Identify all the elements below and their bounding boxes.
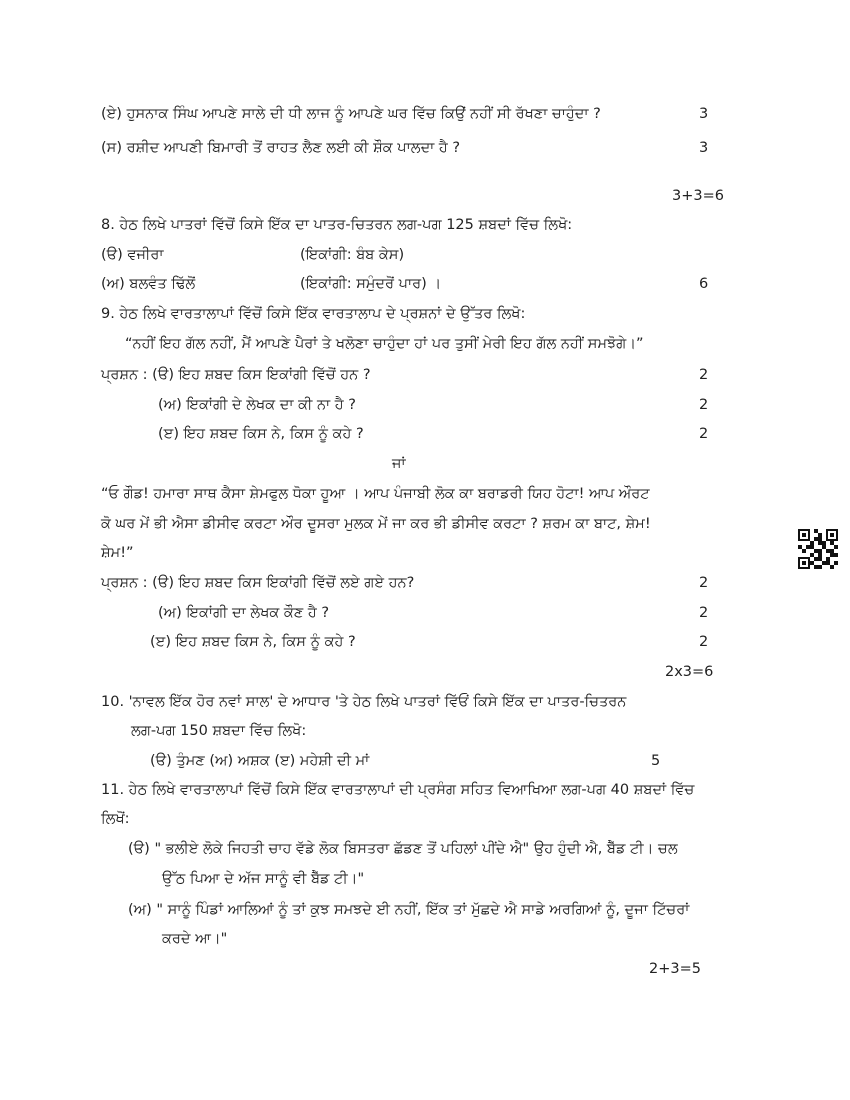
question-8: 8. ਹੇਠ ਲਿਖੇ ਪਾਤਰਾਂ ਵਿੱਚੋਂ ਕਿਸੇ ਇੱਕ ਦਾ ਪਾਤਰ-ਚਿਤਰਨ ਲਗ-ਪਗ 125 ਸ਼ਬਦਾਂ ਵਿੱਚ ਲਿਖੋ: — [101, 217, 573, 233]
question-7d: (ਸ) ਰਸ਼ੀਦ ਆਪਣੀ ਬਿਮਾਰੀ ਤੋਂ ਰਾਹਤ ਲੈਣ ਲਈ ਕੀ ਸ਼ੌਕ ਪਾਲਦਾ ਹੈ ? — [101, 140, 461, 156]
qr-code-icon — [798, 529, 838, 569]
question-9-set1-a: ਪ੍ਰਸ਼ਨ : (ੳ) ਇਹ ਸ਼ਬਦ ਕਿਸ ਇਕਾਂਗੀ ਵਿੱਚੋਂ ਹਨ ? — [101, 367, 371, 383]
question-9-set2-a-marks: 2 — [699, 575, 709, 591]
or-divider: ਜਾਂ — [392, 456, 406, 472]
question-11-line-2: ਲਿਖੋਂ: — [101, 811, 130, 827]
question-8-marks: 6 — [699, 276, 709, 292]
question-11-option-a-line-1: (ੳ) " ਭਲੀਏ ਲੋਕੇ ਜਿਹਤੀ ਚਾਹ ਵੱਡੇ ਲੋਕ ਬਿਸਤਰਾ ਛੱਡਣ ਤੋਂ ਪਹਿਲਾਂ ਪੀਂਦੇ ਐ" ਉਹ ਹੁੰਦੀ ਐ, ਬੈੱਡ ਟੀ। ਚਲ — [128, 841, 678, 857]
question-7-total: 3+3=6 — [672, 188, 724, 204]
question-8-option-b: (ਅ) ਬਲਵੰਤ ਢਿੱਲੋਂ — [101, 276, 196, 292]
question-9-set1-b: (ਅ) ਇਕਾਂਗੀ ਦੇ ਲੇਖਕ ਦਾ ਕੀ ਨਾ ਹੈ ? — [158, 397, 356, 413]
question-9-set2-c: (ੲ) ਇਹ ਸ਼ਬਦ ਕਿਸ ਨੇ, ਕਿਸ ਨੂੰ ਕਹੇ ? — [150, 634, 356, 650]
question-10-marks: 5 — [651, 753, 661, 769]
question-9-set1-c-marks: 2 — [699, 426, 709, 442]
question-11-line-1: 11. ਹੇਠ ਲਿਖੇ ਵਾਰਤਾਲਾਪਾਂ ਵਿੱਚੋਂ ਕਿਸੇ ਇੱਕ ਵਾਰਤਾਲਾਪਾਂ ਦੀ ਪ੍ਰਸੰਗ ਸਹਿਤ ਵਿਆਖਿਆ ਲਗ-ਪਗ 40 ਸ਼ਬਦਾਂ ਵਿੱਚ — [101, 782, 695, 798]
question-8-option-a: (ੳ) ਵਜੀਰਾ — [101, 247, 164, 263]
question-7d-marks: 3 — [699, 140, 709, 156]
question-11-total: 2+3=5 — [649, 961, 701, 977]
question-9-set1-a-marks: 2 — [699, 367, 709, 383]
question-9-set2-a: ਪ੍ਰਸ਼ਨ : (ੳ) ਇਹ ਸ਼ਬਦ ਕਿਸ ਇਕਾਂਗੀ ਵਿੱਚੋਂ ਲਏ ਗਏ ਹਨ? — [101, 575, 415, 591]
question-11-option-b-line-2: ਕਰਦੇ ਆ।" — [162, 931, 228, 947]
question-9-set2-b: (ਅ) ਇਕਾਂਗੀ ਦਾ ਲੇਖਕ ਕੌਣ ਹੈ ? — [158, 605, 330, 621]
question-9-set2-b-marks: 2 — [699, 605, 709, 621]
question-9-set1-b-marks: 2 — [699, 397, 709, 413]
question-9-quote-2-line-3: ਸ਼ੇਮ!” — [101, 545, 134, 561]
question-10-line-2: ਲਗ-ਪਗ 150 ਸ਼ਬਦਾ ਵਿੱਚ ਲਿਖੋ: — [131, 723, 307, 739]
question-9-set1-c: (ੲ) ਇਹ ਸ਼ਬਦ ਕਿਸ ਨੇ, ਕਿਸ ਨੂੰ ਕਹੇ ? — [158, 426, 364, 442]
question-8-option-b-source: (ਇਕਾਂਗੀ: ਸਮੁੰਦਰੋਂ ਪਾਰ) । — [300, 276, 442, 292]
question-8-option-a-source: (ਇਕਾਂਗੀ: ਬੰਬ ਕੇਸ) — [300, 247, 405, 263]
question-9-set2-c-marks: 2 — [699, 634, 709, 650]
question-11-option-b-line-1: (ਅ) " ਸਾਨੂੰ ਪਿੰਡਾਂ ਆਲਿਆਂ ਨੂੰ ਤਾਂ ਕੁਝ ਸਮਝਦੇ ਈ ਨਹੀਂ, ਇੱਕ ਤਾਂ ਮੁੱਛਦੇ ਐ ਸਾਡੇ ਅਰਗਿਆਂ ਨੂੰ, ਦੂਜਾ ਟਿੱਚਰਾਂ — [128, 902, 690, 918]
question-9-quote-2-line-2: ਕੋ ਘਰ ਮੇਂ ਭੀ ਐਸਾ ਡੀਸੀਵ ਕਰਟਾ ਔਰ ਦੂਸਰਾ ਮੁਲਕ ਮੇਂ ਜਾ ਕਰ ਭੀ ਡੀਸੀਵ ਕਰਟਾ ? ਸ਼ਰਮ ਕਾ ਬਾਟ, ਸ਼ੇਮ! — [101, 516, 651, 532]
question-10-line-1: 10. 'ਨਾਵਲ ਇੱਕ ਹੋਰ ਨਵਾਂ ਸਾਲ' ਦੇ ਆਧਾਰ 'ਤੇ ਹੇਠ ਲਿਖੇ ਪਾਤਰਾਂ ਵਿੱਓਂ ਕਿਸੇ ਇੱਕ ਦਾ ਪਾਤਰ-ਚਿਤਰਨ — [101, 694, 627, 710]
question-9-quote-1: “ਨਹੀਂ ਇਹ ਗੱਲ ਨਹੀਂ, ਮੈਂ ਆਪਣੇ ਪੈਰਾਂ ਤੇ ਖਲੋਣਾ ਚਾਹੁੰਦਾ ਹਾਂ ਪਰ ਤੁਸੀਂ ਮੇਰੀ ਇਹ ਗੱਲ ਨਹੀਂ ਸਮਝੋਗੇ।” — [125, 336, 644, 352]
question-9-total: 2x3=6 — [665, 664, 714, 680]
question-10-options: (ੳ) ਤੁੰਮਣ (ਅ) ਅਸ਼ਕ (ੲ) ਮਹੇਸ਼ੀ ਦੀ ਮਾਂ — [150, 753, 370, 769]
question-7c-marks: 3 — [699, 106, 709, 122]
question-9: 9. ਹੇਠ ਲਿਖੇ ਵਾਰਤਾਲਾਪਾਂ ਵਿੱਚੋਂ ਕਿਸੇ ਇੱਕ ਵਾਰਤਾਲਾਪ ਦੇ ਪ੍ਰਸ਼ਨਾਂ ਦੇ ਉੱਤਰ ਲਿਖੋ: — [101, 306, 526, 322]
question-11-option-a-line-2: ਉੱਠ ਪਿਆ ਦੇ ਅੱਜ ਸਾਨੂੰ ਵੀ ਬੈੱਡ ਟੀ।" — [162, 871, 365, 887]
question-9-quote-2-line-1: “ਓ ਗੌਡ! ਹਮਾਰਾ ਸਾਥ ਕੈਸਾ ਸ਼ੇਮਫੁਲ ਧੋਕਾ ਹੂਆ । ਆਪ ਪੰਜਾਬੀ ਲੋਕ ਕਾ ਬਰਾਡਰੀ ਯਿਹ ਹੋਟਾ! ਆਪ ਔਰਟ — [101, 486, 650, 502]
question-7c: (ਏ) ਹੁਸਨਾਕ ਸਿੰਘ ਆਪਣੇ ਸਾਲੇ ਦੀ ਧੀ ਲਾਜ ਨੂੰ ਆਪਣੇ ਘਰ ਵਿੱਚ ਕਿਉਂ ਨਹੀਂ ਸੀ ਰੱਖਣਾ ਚਾਹੁੰਦਾ ? — [101, 106, 601, 122]
